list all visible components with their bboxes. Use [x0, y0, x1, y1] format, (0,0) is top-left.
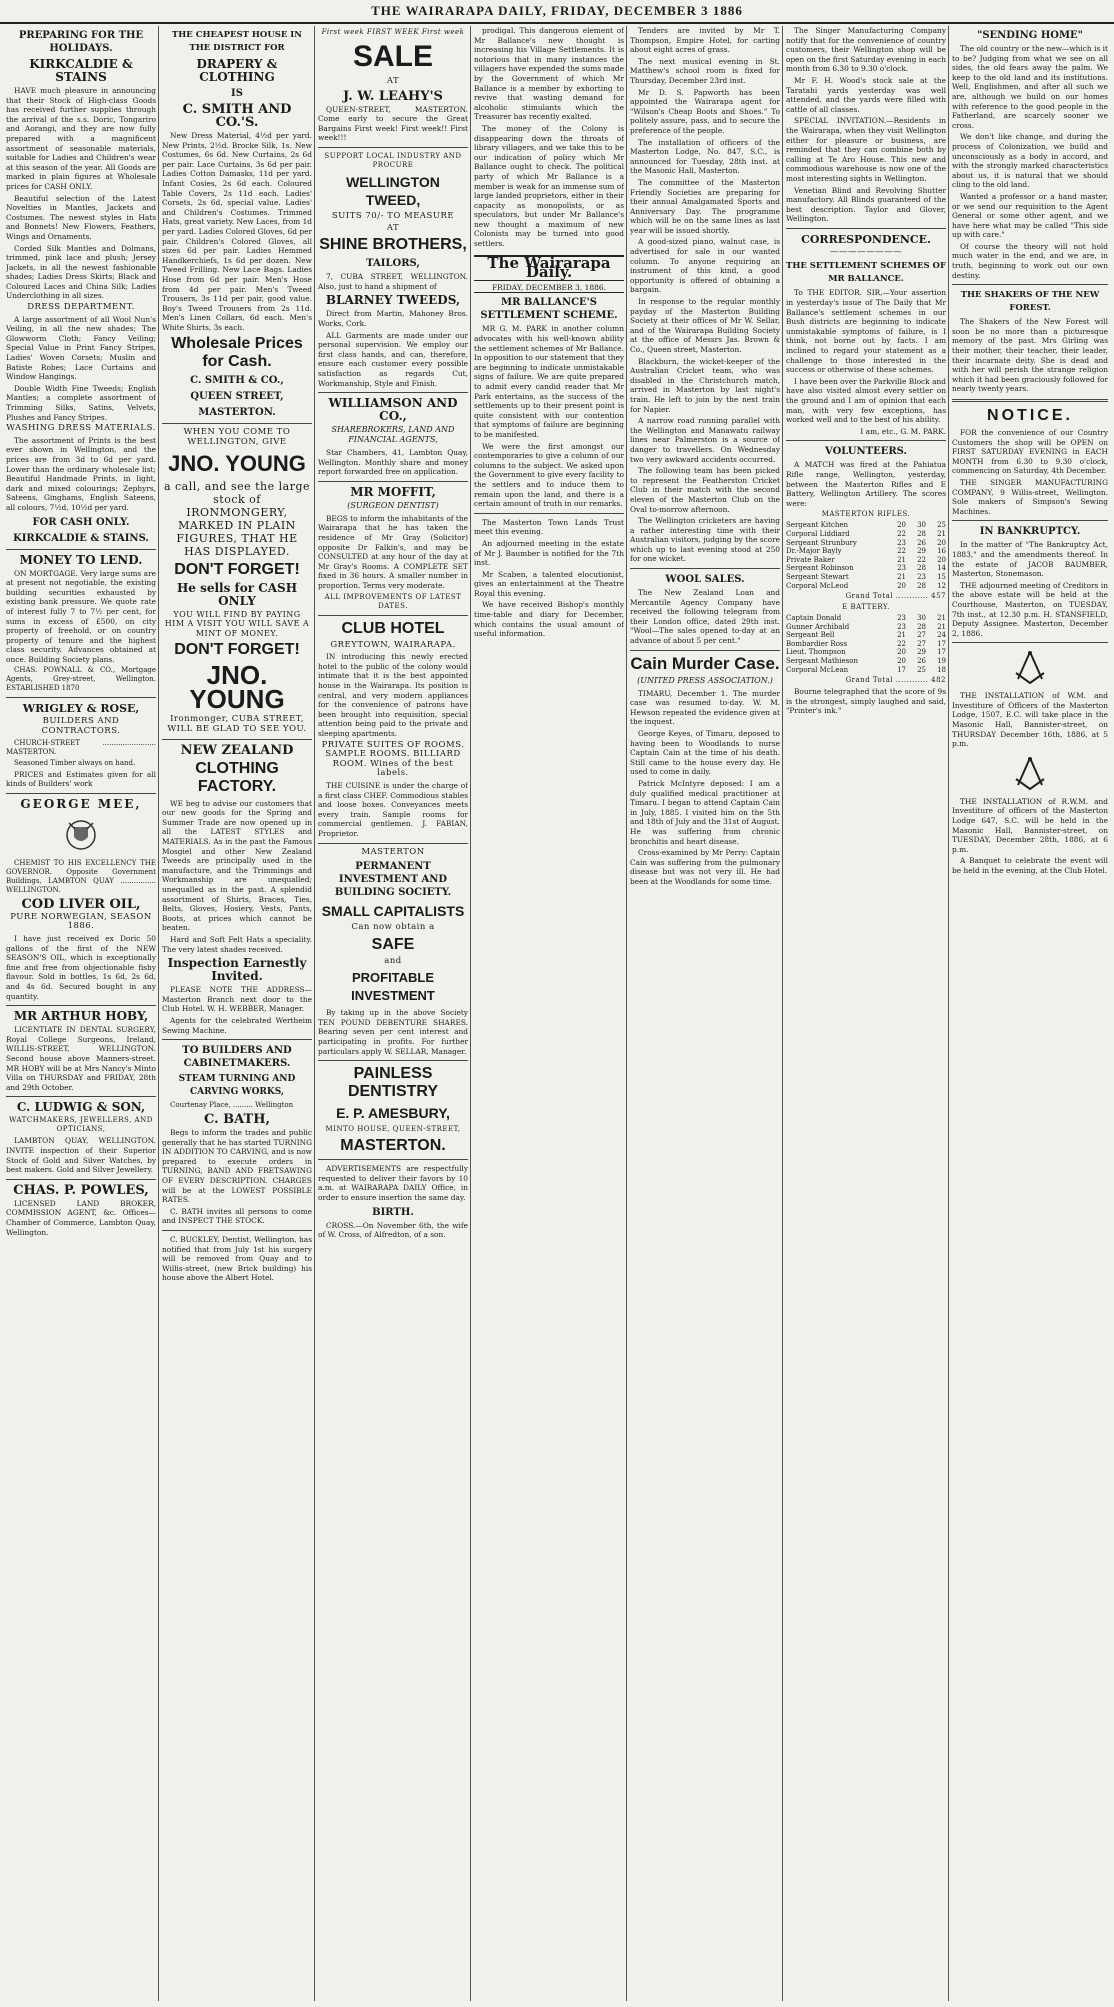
ad-subheading: SHAREBROKERS, LAND AND FINANCIAL AGENTS, — [331, 425, 455, 445]
ad-heading: MASTERTON. — [340, 1137, 446, 1155]
ad-subheading: BUILDERS AND CONTRACTORS. — [41, 716, 121, 737]
ad-text: Hard and Soft Felt Hats a speciality. The very latest shades received. — [162, 934, 312, 954]
ad-heading: DON'T FORGET! — [174, 560, 300, 578]
ad-text: WHEN YOU COME TO WELLINGTON, GIVE — [183, 427, 291, 448]
notice-text: THE SINGER MANUFACTURING COMPANY, 9 Willis-street, Wellington. Sole makers of Simpson's Sewing Machines. — [952, 477, 1108, 516]
ad-text: and — [384, 955, 402, 966]
score-name: Sergeant Mathieson — [786, 657, 858, 666]
score-value: 20 — [937, 538, 946, 547]
article-text: We were the first amongst our contemporaries to give a column of our columns to the subject. We asked upon the Government to give every facility to the settlers and to induce them to remain upon the land, and there is a certain amount of truth in our remarks. — [474, 441, 624, 509]
ad-text: BEGS to inform the inhabitants of the Wairarapa that he has taken the residence of Mr Gray (Solicitor) opposite Dr Falkin's, and may be CONSULTED at any hour of the day at Mr Gray's Rooms. A COMPLETE SET fixed in 36 hours. A smaller number in proportion. Terms very moderate. — [318, 513, 468, 591]
article-text: MR G. M. PARK in another column advocates with his well-known ability the settlement schemes of Mr Ballance. In opposition to our statement that they are beginning to indicate unmistakable signs of failure. We are quite prepared to admit every candid reader that Mr Park entertains, as the success of the settlements up to their present point is quite consistent with our contention that symptoms of failure are beginning to be manifested. — [474, 324, 624, 439]
score-name: Gunner Archibald — [786, 622, 850, 631]
ad-heading: SHINE BROTHERS, — [319, 236, 467, 254]
score-value: 20 — [897, 581, 906, 590]
ad-text: Beautiful selection of the Latest Novelties in Mantles, Jackets and Costumes. The newest styles in Hats and Bonnets! New Flowers, Feathers, Wings and Ornaments. — [6, 193, 156, 241]
notice-text: THE INSTALLATION of W.M. and Investiture of Officers of the Masterton Lodge, 1507, E.C. will take place in the Masonic Hall, Bannister-street, on THURSDAY December 16th, 1886, at 5 p.m. — [952, 691, 1108, 749]
ad-heading: JNO. YOUNG — [168, 450, 306, 476]
notice-text: A Banquet to celebrate the event will be held in the evening, at the Club Hotel. — [952, 856, 1108, 875]
score-value: 28 — [917, 529, 926, 538]
ad-heading: Inspection Earnestly Invited. — [167, 956, 307, 984]
column-3 — [318, 26, 468, 2001]
ad-heading: PERMANENT INVESTMENT AND BUILDING SOCIETY. — [334, 861, 452, 899]
ad-heading: WILLIAMSON AND CO., — [328, 396, 458, 424]
score-name: Lieut. Thompson — [786, 648, 846, 657]
ad-text: Star Chambers, 41, Lambton Quay, Wellington. Monthly share and money report forwarded free on application. — [318, 448, 468, 477]
ad-heading: MR ARTHUR HOBY, — [13, 1009, 149, 1024]
score-value: 21 — [897, 555, 906, 564]
column-rule — [158, 26, 159, 2001]
ad-text: Corded Silk Mantles and Dolmans, trimmed, pink lace and plush; Jersey Jackets, in all the newest fashionable shades; Ladies Dress Skirts; Black and Coloured Laces and China Silk; Ladies Underclothing in all sizes. — [6, 243, 156, 301]
score-value: 30 — [917, 614, 926, 623]
score-value: 22 — [917, 555, 926, 564]
ad-heading: C. BATH, — [203, 1112, 270, 1128]
score-value: 27 — [917, 631, 926, 640]
ad-text: MINTO HOUSE, QUEEN-STREET, — [325, 1125, 461, 1134]
column-rule — [782, 26, 783, 2001]
ad-heading: C. LUDWIG & SON, — [16, 1100, 146, 1115]
notice-text: FOR the convenience of our Country Customers the shop will be OPEN on FIRST SATURDAY EVENING in EACH MONTH from 6.30 to 9.30 o'clock, commencing on Saturday, 4th December. — [952, 428, 1108, 476]
score-value: 21 — [937, 614, 946, 623]
score-value: 27 — [917, 639, 926, 648]
ad-heading: TO BUILDERS AND CABINETMAKERS. — [182, 1045, 292, 1070]
article-text: Cross-examined by Mr Perry: Captain Cain was suffering from the pulmonary disease but was not very ill. He had been at the Woodlands for some time. — [630, 848, 780, 886]
ad-heading: MASTERTON. — [198, 407, 276, 419]
article-heading: THE SHAKERS OF THE NEW FOREST. — [960, 290, 1100, 314]
ad-heading: STEAM TURNING AND CARVING WORKS, — [178, 1074, 296, 1098]
ad-heading: Wholesale Prices for Cash. — [171, 335, 303, 371]
ad-heading: C. SMITH & CO., — [190, 375, 284, 387]
news-item: Venetian Blind and Revolving Shutter manufactory. All Blinds guaranteed of the best description. Taylor and Glover, Wellington. — [786, 185, 946, 224]
ad-text: LAMBTON QUAY, WELLINGTON. INVITE inspection of their Superior Stock of Gold and Silver Watches, by best makers. Gold and Silver Jewellery. — [6, 1136, 156, 1175]
news-item: SPECIAL INVITATION.—Residents in the Wairarapa, when they visit Wellington either for pleasure or business, are reminded that they can combine both by calling at Te Aro House. This new and commodious warehouse is now one of the most interesting sights in Wellington. — [786, 116, 946, 183]
ad-text: Direct from Martin, Mahoney Bros. Works, Cork. — [318, 309, 468, 328]
masonic-compass-icon — [1010, 647, 1050, 687]
ad-text: YOU WILL FIND BY PAYING HIM A VISIT YOU WILL SAVE A MINT OF MONEY. — [164, 609, 310, 638]
column-rule — [470, 26, 471, 2001]
ad-text: Can now obtain a — [351, 922, 435, 933]
table-row — [786, 648, 946, 657]
score-value: 15 — [937, 572, 946, 581]
ad-text: IN introducing this newly erected hotel to the public of the colony would intimate that it is the best appointed house in the Wairarapa. Its position is central, and very modern appliances for the convenience of patrons have been brought into requisition, special attention being paid to the private and sleeping apartments. — [318, 652, 468, 738]
article-text: We don't like change, and during the process of Colonization, we build and unconsciously as a body in accord, and with the strongly marked characteristics about us, it is natural that we should cling to the old land. — [952, 132, 1108, 190]
letter-heading: THE SETTLEMENT SCHEMES OF MR BALLANCE. — [786, 261, 946, 285]
ad-text: 7, CUBA STREET, WELLINGTON. Also, just to hand a shipment of — [318, 272, 468, 291]
article-text: The old country or the new—which is it to be? Judging from what we see on all sides, the old fears away the palm. We keep to the old land and its institutions. Well, Englishmen, and after all such we are, although we build on our homes with reference to the good people in the Fatherland, are scarcely sooner we cross. — [952, 44, 1108, 130]
table-row — [786, 582, 946, 591]
score-name: Private Baker — [786, 555, 835, 564]
ad-text: By taking up in the above Society TEN POUND DEBENTURE SHARES. Bearing seven per cent interest and participating in profits. For further particulars apply W. SELLAR, Manager. — [318, 1008, 468, 1056]
ad-text: ON MORTGAGE. Very large sums are at present not negotiable, the existing building securities exhausted by existing bank pressure. We quote rate of interest fully 7 to 7½ per cent, for sums in excess of £500, on city property of freehold, or on country property of tenure and the highest class security. Advances obtained at once. Building Society plans. — [6, 568, 156, 664]
ad-heading: IS — [231, 88, 243, 99]
notice-text: THE adjourned meeting of Creditors in the above estate will be held at the Courthouse, Masterton, on TUESDAY, 7th inst., at 12.30 p.m. H. STANSFIELD, Deputy Assignee. Masterton, December 2, 1886. — [952, 580, 1108, 638]
table-row — [786, 657, 946, 666]
table-row — [786, 530, 946, 539]
ad-text: QUEEN-STREET, MASTERTON. Come early to secure the Great Bargains First week! First week!! First week!!! — [318, 104, 468, 143]
article-text: The Shakers of the New Forest will soon be no more than a picturesque memory of the past. Mrs Girling was their mother, their teacher, their leader, their incarnate deity. She is dead and with her will perish the strange religion which it had been graciously followed for nearly twenty years. — [952, 317, 1108, 394]
score-value: 14 — [937, 564, 946, 573]
ad-heading: KIRKCALDIE & STAINS. — [13, 532, 149, 544]
ad-text: PLEASE NOTE THE ADDRESS—Masterton Branch next door to the Club Hotel. W. H. WEBBER, Manager. — [162, 985, 312, 1014]
column-rule — [314, 26, 315, 2001]
score-value: 22 — [897, 529, 906, 538]
news-item: Mr D. S. Papworth has been appointed the Wairarapa agent for "Wilson's Cheap Boots and Shoes." To politely assure, pass, and to secure the preference of the people. — [630, 87, 780, 135]
ad-heading: PREPARING FOR THE HOLIDAYS. — [18, 30, 144, 54]
notice-heading: BIRTH. — [372, 1206, 414, 1218]
notice-heading: IN BANKRUPTCY. — [979, 526, 1081, 538]
score-value: 30 — [917, 521, 926, 530]
score-table — [786, 614, 946, 674]
ad-heading: E. P. AMESBURY, — [336, 1105, 450, 1122]
article-text: TIMARU, December 1. The murder case was resumed to-day. W. M. Hewson repeated the evidence given at the inquest. — [630, 688, 780, 727]
article-text: Patrick McIntyre deposed: I am a duly qualified medical practitioner at Timaru. I began to attend Captain Cain in July, 1885. I visited him on the 5th and 18th of July and the 31st of August. He was suffering from chronic bronchitis and heart disease. — [630, 778, 780, 846]
letter-signature: I am, etc., G. M. PARK. — [860, 426, 946, 436]
score-name: Sergeant Kitchen — [786, 521, 848, 530]
ad-heading: SALE — [352, 40, 433, 73]
table-row — [786, 564, 946, 573]
score-value: 16 — [937, 547, 946, 556]
ad-text: The assortment of Prints is the best ever shown in Wellington, and the prices are from 3d to 6d per yard. Lower than the ordinary wholesale list; Beautiful Handmade Prints, in light, dark and mixed colourings; Zephyrs, Sateens, Ginghams, English Sateens, all colours, 7½d, 10½d per yard. — [6, 435, 156, 512]
score-name: Sergeant Stewart — [786, 572, 849, 581]
score-value: 23 — [897, 622, 906, 631]
article-text: A MATCH was fired at the Pahiatua Rifle range, Wellington, yesterday, between the Masterton Rifles and E Battery, Wellington Artillery. The scores were: — [786, 460, 946, 508]
ad-text: First week FIRST WEEK First week — [321, 28, 465, 36]
table-row — [786, 631, 946, 640]
score-value: 28 — [917, 581, 926, 590]
ad-subheading: WATCHMAKERS, JEWELLERS, AND OPTICIANS, — [9, 1116, 153, 1134]
score-table-heading: E BATTERY. — [842, 603, 890, 612]
section-heading: Cain Murder Case. — [630, 653, 780, 673]
ad-text: ALL Garments are made under our personal supervision. We employ our first class hands, and can, therefore, ensure each customer every possible satisfaction as regards Cut, Workmanship, Style and Finish. — [318, 330, 468, 388]
table-row — [786, 547, 946, 556]
news-item: A good-sized piano, walnut case, is advertised for sale in our wanted column. To anyone requiring an instrument of this kind, a good opportunity is offered of obtaining a bargain. — [630, 237, 780, 295]
score-value: 29 — [917, 547, 926, 556]
news-item: In response to the regular monthly payday of the Masterton Building Society at their offices of Mr W. Sellar, and of the Wairarapa Building Society at the office of Messrs Jas. Brown & Co., Queen street, Masterton. — [630, 297, 780, 354]
page-masthead: THE WAIRARAPA DAILY, FRIDAY, DECEMBER 3 1886 — [0, 0, 1114, 24]
score-total: Grand Total ............ 482 — [845, 676, 946, 685]
ad-text: LICENSED LAND BROKER, COMMISSION AGENT, &c. Offices—Chamber of Commerce, Lambton Quay, Wellington. — [6, 1198, 156, 1237]
table-row — [786, 614, 946, 623]
score-name: Sergeant Robinson — [786, 564, 854, 573]
news-item: The installation of officers of the Masterton Lodge, No. 847, S.C., is announced for Tuesday, 28th inst. at the Masonic Hall, Masterton. — [630, 137, 780, 176]
ad-subheading: MASTERTON — [361, 846, 425, 857]
ad-heading: MR MOFFIT, — [350, 484, 436, 499]
article-text: Of course the theory will not hold much water in the end, and we are, in truth, beginning to work out our own destiny. — [952, 241, 1108, 280]
ad-subheading: DRESS DEPARTMENT. — [27, 302, 135, 313]
notice-text: THE INSTALLATION of R.W.M. and Investiture of officers of the Masterton Lodge 647, S.C. will be held in the Masonic Hall, Bannister-street, on TUESDAY, December 28th, 1886, at 6 p.m. — [952, 796, 1108, 854]
editorial-masthead: The Wairarapa Daily. — [474, 255, 624, 281]
score-name: Corporal McLeod — [786, 581, 849, 590]
score-value: 12 — [937, 581, 946, 590]
notice-text: In the matter of "The Bankruptcy Act, 1883," and the amendments thereof. In the estate of JACOB BAUMBER, Masterton, Stonemason. — [952, 540, 1108, 579]
score-value: 23 — [897, 564, 906, 573]
ad-text: THE CUISINE is under the charge of a first class CHEF. Commodious stables and loose boxes. Conveyances meets every train. Sample rooms for commercial gentlemen. J. FABIAN, Proprietor. — [318, 780, 468, 838]
ad-text: New Dress Material, 4½d per yard. New Prints, 2½d. Brocke Silk, 1s. New Costumes, 6s 6d. New Curtains, 2s 6d per pair. Lace Curtains, 3s 6d per pair. Ladies Cotton Damasks, 11d per yard. Infant Cosies, 2s 6d each. Coloured Table Covers, 2s 11d each. Ladies' Corsets, 2s 6d, special value. Ladies' and Children's Costumes. Trimmed Hats, great variety. New Laces, from 1d per yard. Ladies Colored Gloves, 6d per pair. Children's Colored Gloves, all sizes 6d per pair. Ladies Hemmed Handkerchiefs, 1s 6d per dozen. New Tweed Frilling. New Lace Bags. Ladies Hose from 6d per pair. Men's Hose from 4d per pair. Men's Tweed Trousers, 3s 11d per pair, good value. Boy's Tweed Trousers from 2s 11d. Men's Linen Collars, 6d each. Men's White Shirts, 3s each. — [162, 131, 312, 332]
ad-heading: NEW ZEALAND — [180, 742, 294, 758]
column-4 — [474, 26, 624, 2001]
ad-heading: GEORGE MEE, — [20, 796, 142, 811]
score-value: 20 — [897, 648, 906, 657]
table-row — [786, 623, 946, 632]
column-6 — [786, 26, 946, 2001]
ad-heading: CLUB HOTEL — [341, 619, 445, 637]
score-value: 26 — [917, 657, 926, 666]
news-item: A narrow road running parallel with the Wellington and Manawatu railway lines near Palmerston is a source of danger to travellers. On Wednesday two very awkward accidents occurred. — [630, 416, 780, 464]
ad-heading: SMALL CAPITALISTS — [321, 903, 465, 920]
news-item: The committee of the Masterton Friendly Societies are preparing for their annual Amalgamated Sports and Anniversary Day. The programme which will be on the same lines as last year will be issued shortly. — [630, 177, 780, 235]
ad-text: a call, and see the large stock of IRONMONGERY, MARKED IN PLAIN FIGURES, THAT HE HAS DISPLAYED. — [163, 479, 311, 558]
table-row — [786, 539, 946, 548]
score-value: 17 — [897, 665, 906, 674]
ad-text: CHEMIST TO HIS EXCELLENCY THE GOVERNOR. Opposite Government Buildings, LAMBTON QUAY ................ WELLINGTON. — [6, 858, 156, 894]
ad-heading: BLARNEY TWEEDS, — [325, 293, 461, 308]
article-text: Wanted a professor or a hand master, or we send our requisition to the Agent General or some other agent, and we have here what may be called "This side up with care." — [952, 191, 1108, 240]
ad-heading: KIRKCALDIE & STAINS — [29, 57, 133, 84]
news-item: We have received Bishop's monthly time-table and diary for December, which contains the usual amount of useful information. — [474, 600, 624, 639]
ad-subheading: (SURGEON DENTIST) — [347, 500, 439, 510]
score-value: 17 — [937, 639, 946, 648]
score-value: 25 — [917, 665, 926, 674]
letter-text: To THE EDITOR. SIR,—Your assertion in yesterday's issue of The Daily that Mr Ballance's settlement schemes in our Bush districts are beginning to indicate unmistakable symptoms of failure, is I think, not borne out by facts. I am inclined to regard your statement as a challenge to those interested in the success or otherwise of these schemes. — [786, 288, 946, 375]
table-row — [786, 640, 946, 649]
ad-heading: THE CHEAPEST HOUSE IN THE DISTRICT FOR — [171, 30, 303, 53]
column-5 — [630, 26, 780, 2001]
table-row — [786, 521, 946, 530]
score-value: 17 — [937, 648, 946, 657]
ad-subheading: PURE NORWEGIAN, SEASON 1886. — [10, 911, 152, 932]
news-item: The Masterton Town Lands Trust meet this evening. — [474, 517, 624, 537]
ad-text: Courtenay Place, ......... Wellington — [170, 1101, 294, 1110]
score-table — [786, 521, 946, 590]
ad-text: SUITS 70/- TO MEASURE — [331, 210, 455, 221]
ad-heading: WRIGLEY & ROSE, — [22, 702, 140, 716]
score-value: 28 — [917, 564, 926, 573]
news-item: An adjourned meeting in the estate of Mr J. Baumber is notified for the 7th inst. — [474, 538, 624, 568]
score-value: 20 — [897, 521, 906, 530]
ad-text: CHAS. POWNALL & CO., Mortgage Agents, Grey-street, Wellington. ESTABLISHED 1870 — [6, 666, 156, 693]
score-value: 24 — [937, 631, 946, 640]
ad-heading: JNO. YOUNG — [189, 660, 285, 715]
article-heading: "SENDING HOME" — [977, 30, 1083, 41]
score-value: 19 — [937, 657, 946, 666]
score-value: 22 — [897, 639, 906, 648]
ad-heading: DON'T FORGET! — [174, 641, 300, 659]
news-item: The New Zealand Loan and Mercantile Agency Company have received the following telegram from their London office, dated 29th inst. "Wool—The sales opened to-day at an advance of about 5 per cent." — [630, 588, 780, 646]
ad-text: CHURCH-STREET ........................ MASTERTON. — [6, 738, 156, 756]
news-item: The following team has been picked to represent the Featherston Cricket Club in their match with the second eleven of the Masterton Club on the Oval to-morrow afternoon. — [630, 466, 780, 514]
ad-text: I have just received ex Doric 50 gallons of the first of the NEW SEASON'S OIL, which is exceptionally fine and free from objectionable fishy flavour. Sold in bottles, 1s 6d, 2s 6d, and 4s 6d. Secured bought in any quantity. — [6, 934, 156, 1001]
score-value: 21 — [897, 631, 906, 640]
table-row — [786, 573, 946, 582]
ad-text: Begs to inform the trades and public generally that he has started TURNING IN ADDITION TO CARVING, and is now prepared to execute orders in TURNING, BAND AND FRETSAWING OF EVERY DESCRIPTION. CHARGES will be at the LOWEST POSSIBLE RATES. — [162, 1128, 312, 1205]
coat-of-arms-icon — [61, 815, 101, 855]
ad-heading: He sells for CASH ONLY — [176, 580, 298, 608]
score-name: Captain Donald — [786, 614, 842, 623]
column-1 — [6, 26, 156, 2001]
ad-text: AT — [386, 222, 400, 233]
news-item: Tenders are invited by Mr T. Thompson, Empire Hotel, for carting about eight acres of grass. — [630, 26, 780, 55]
article-text: George Keyes, of Timaru, deposed to having been to Woodlands to nurse Captain Cain at the time of his death. Still came to the house every day. He used to come in daily. — [630, 729, 780, 777]
ad-heading: WELLINGTON TWEED, — [346, 173, 440, 208]
section-heading: WOOL SALES. — [665, 574, 745, 586]
score-value: 28 — [917, 622, 926, 631]
score-value: 20 — [937, 555, 946, 564]
editorial-heading: MR BALLANCE'S SETTLEMENT SCHEME. — [480, 297, 618, 322]
ad-subheading: GREYTOWN, WAIRARAPA. — [330, 639, 456, 650]
ad-text: AT — [386, 76, 400, 86]
ad-heading: C. SMITH AND CO.'S. — [182, 102, 292, 130]
ad-heading: MONEY TO LEND. — [19, 552, 143, 567]
section-heading: VOLUNTEERS. — [825, 446, 907, 458]
ad-heading: CHAS. P. POWLES, — [13, 1182, 149, 1198]
section-subheading: (UNITED PRESS ASSOCIATION.) — [637, 675, 773, 685]
score-value: 23 — [897, 614, 906, 623]
ad-text: Seasoned Timber always on hand. — [14, 758, 136, 767]
score-name: Corporal McLean — [786, 665, 849, 674]
ad-heading: PAINLESS DENTISTRY — [347, 1065, 439, 1101]
ad-heading: PROFITABLE INVESTMENT — [351, 970, 435, 1004]
score-value: 21 — [937, 622, 946, 631]
score-value: 25 — [937, 521, 946, 530]
column-7 — [952, 26, 1108, 2001]
column-2 — [162, 26, 312, 2001]
column-rule — [626, 26, 627, 2001]
ad-text: WE beg to advise our customers that our new goods for the Spring and Summer Trade are now opened up in all the LATEST STYLES and MATERIALS. As in the past the Famous Mosgiel and other New Zealand Tweeds are principally used in the manufacture, and the Trimmings and Workmanship are unequalled; unequalled as in the past. A splendid assortment of Shirts, Braces, Ties, Belts, Gloves, Hosiery, Vests, Pants, Boots, at prices which cannot be beaten. — [162, 798, 312, 933]
ad-heading: QUEEN STREET, — [190, 391, 284, 403]
ad-subheading: SUPPORT LOCAL INDUSTRY AND PROCURE — [324, 151, 462, 169]
score-name: Sergeant Bell — [786, 631, 835, 640]
score-value: 21 — [937, 529, 946, 538]
score-value: 18 — [937, 665, 946, 674]
ad-text: PRIVATE SUITES OF ROOMS. SAMPLE ROOMS. BILLIARD ROOM. Wines of the best labels. — [321, 739, 465, 779]
news-item: Blackburn, the wicket-keeper of the Australian Cricket team, who was disabled in the Christchurch match, arrived in Masterton by last night's train. He left to join by the next train for Napier. — [630, 356, 780, 414]
score-name: Corporal Liddiard — [786, 529, 850, 538]
score-name: Dr.-Major Bayly — [786, 547, 842, 556]
score-name: Bombardier Ross — [786, 639, 848, 648]
ad-heading: CLOTHING FACTORY. — [195, 759, 279, 795]
score-value: 23 — [917, 572, 926, 581]
score-value: 20 — [897, 657, 906, 666]
ad-heading: DRAPERY & CLOTHING — [196, 57, 278, 84]
news-item: Mr Scaben, a talented elocutionist, gives an entertainment at the Theatre Royal this evening. — [474, 569, 624, 598]
ad-text: C. BATH invites all persons to come and INSPECT THE STOCK. — [162, 1206, 312, 1226]
news-item: The Wellington cricketers are having a rather interesting time with their Australian visitors, judging by the score which up to last evening stood at 250 for one wicket. — [630, 516, 780, 564]
score-value: 23 — [897, 538, 906, 547]
score-value: 26 — [917, 538, 926, 547]
column-rule — [948, 26, 949, 2001]
ad-subheading: WASHING DRESS MATERIALS. — [6, 423, 156, 434]
ad-text: Double Width Fine Tweeds; English Mantles; a complete assortment of Trimming Silks, Satins, Velvets, Plushes and Fancy Stripes. — [6, 383, 156, 422]
ad-text: LICENTIATE IN DENTAL SURGERY, Royal College Surgeons, Ireland, WILLIS-STREET, WELLINGTON. Second house above Manners-street. MR HOBY will be at Mrs Nancy's Minto Villa on THURSDAY and FRIDAY, 28th and 29th October. — [6, 1025, 156, 1092]
article-text: Bourne telegraphed that the score of 9s is the strongest, simply laughed and said, "Printer's ink." — [786, 687, 946, 716]
table-row — [786, 666, 946, 675]
ad-text: ALL IMPROVEMENTS OF LATEST DATES. — [324, 592, 462, 610]
ad-heading: COD LIVER OIL, — [21, 896, 141, 912]
editorial-date: FRIDAY, DECEMBER 3, 1886. — [474, 283, 624, 294]
article-text: The money of the Colony is disappearing down the throats of library villagers, and we take this to be our indication of policy which Mr Ballance ought to check. The political party of which Mr Ballance is a member is weak for an immense sum of large landed proprietors, either in their capacity as monopolists, or as speculators, but under Mr Ballance's new thought a maximum of new Colonists may be turned into good settlers. — [474, 123, 624, 249]
ad-text: PRICES and Estimates given for all kinds of Builders' work — [6, 769, 156, 789]
score-total: Grand Total ............ 457 — [845, 592, 946, 601]
notice-heading: NOTICE. — [987, 407, 1073, 424]
ad-text: Ironmonger, CUBA STREET, WILL BE GLAD TO SEE YOU. — [167, 714, 307, 735]
score-table-heading: MASTERTON RIFLES. — [821, 510, 911, 519]
news-item: Mr F. H. Wood's stock sale at the Taratahi yards yesterday was well attended, and the yards were filled with cattle of all classes. — [786, 75, 946, 114]
ad-text: ADVERTISEMENTS are respectfully requested to deliver their favors by 10 a.m. at WAIRARAPA DAILY Office, in order to ensure insertion the same day. — [318, 1164, 468, 1203]
news-item: The Singer Manufacturing Company notify that for the convenience of country customers, their Wellington shop will be open on the first Saturday evening in each month from 6.30 to 9.30 o'clock. — [786, 26, 946, 74]
score-value: 21 — [897, 572, 906, 581]
score-name: Sergeant Strunbury — [786, 538, 857, 547]
section-heading: CORRESPONDENCE. — [801, 232, 931, 246]
ad-heading: J. W. LEAHY'S — [343, 88, 443, 104]
masonic-compass-icon — [1010, 753, 1050, 793]
ad-text: Agents for the celebrated Wertheim Sewing Machine. — [162, 1015, 312, 1035]
table-row — [786, 556, 946, 565]
ad-text: A large assortment of all Wool Nun's Veiling, in all the new shades; The Glowworm Cloth; Fancy Veiling; Special Value in Print Fancy Stripes, Ladies' Woven Corsets; Muslin and Batiste Robes; Lace Curtains and Window Hangings. — [6, 314, 156, 382]
letter-text: I have been over the Parkville Block and have also visited almost every settler on the ground and I am of opinion that each man, with very few exceptions, has worked well and to the best of his ability. — [786, 376, 946, 425]
ad-heading: TAILORS, — [366, 258, 420, 270]
score-value: 22 — [897, 547, 906, 556]
ad-heading: SAFE — [371, 935, 415, 953]
news-item: The next musical evening in St. Matthew's school room is fixed for Thursday, December 23rd inst. — [630, 56, 780, 85]
score-value: 29 — [917, 648, 926, 657]
ad-heading: FOR CASH ONLY. — [32, 516, 130, 528]
ad-text: C. BUCKLEY, Dentist, Wellington, has notified that from July 1st his surgery will be removed from Quay and to Willis-street, (new Brick building) his house above the Albert Hotel. — [162, 1235, 312, 1283]
divider: ———————— — [830, 246, 902, 257]
ad-text: HAVE much pleasure in announcing that their Stock of High-class Goods has received further supplies through the arrival of the s.s. Doric, Tongariro and Aorangi, and they are now fully prepared with a magnificent assortment of seasonable materials, suitable for Ladies and Children's wear at this season of the year. All Goods are marked in plain figures at Wholesale prices for CASH ONLY. — [6, 86, 156, 191]
notice-text: CROSS.—On November 6th, the wife of W. Cross, of Alfredton, of a son. — [318, 1220, 468, 1240]
article-text: prodigal. This dangerous element of Mr Ballance's new thought is increasing his Village Settlements. It is notorious that in many instances the villagers have expended the sums made by the Government of which Mr Ballance is a member by exhorting to revive that wasting demand for alcoholic stimulants which the Treasurer has recently exalted. — [474, 26, 624, 122]
